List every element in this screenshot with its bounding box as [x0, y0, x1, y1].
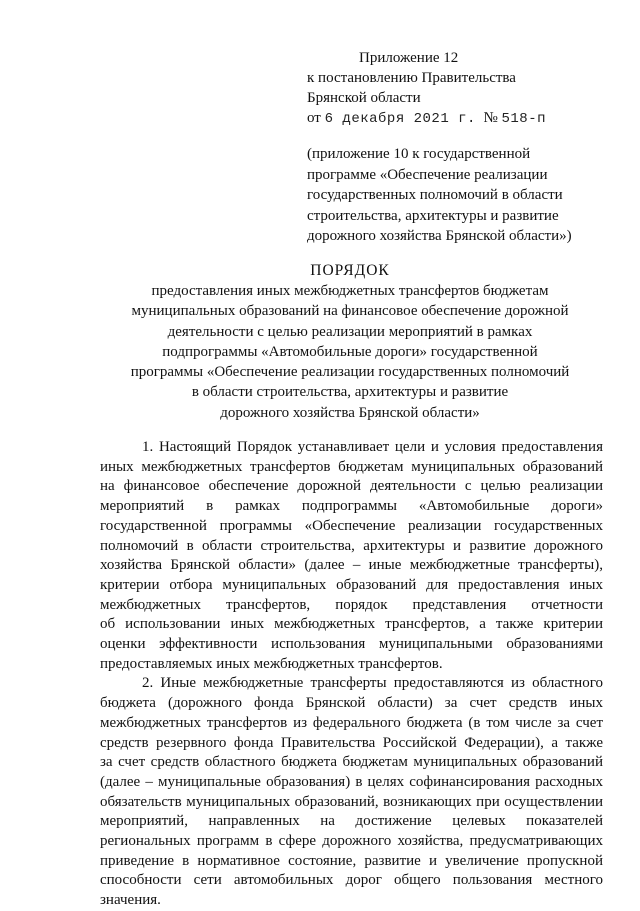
- paragraph-line: 1. Настоящий Порядок устанавливает цели и условия предоставления: [142, 439, 603, 455]
- program-reference: [307, 144, 607, 247]
- subtitle-line: в области строительства, архитектуры и развитие: [191, 384, 509, 401]
- document-title: ПОРЯДОК: [310, 262, 390, 279]
- paragraph-line: межбюджетных трансфертов, порядок представления отчетности: [100, 596, 603, 613]
- paragraph-line: межбюджетных трансфертов из федерального бюджета (в том числе за счет: [100, 714, 603, 731]
- paragraph-line: средств резервного фонда Правительства Российской Федерации), а также: [100, 734, 603, 751]
- subtitle-line: подпрограммы «Автомобильные дороги» государственной: [162, 343, 538, 360]
- paragraph-line: на финансовое обеспечение дорожной деятельности с целью реализации: [100, 478, 603, 495]
- paragraph-line: предоставляемых иных межбюджетных трансфертов.: [100, 655, 443, 672]
- program-ref-line: дорожного хозяйства Брянской области»): [307, 228, 572, 244]
- subtitle-line: предоставления иных межбюджетных трансфертов бюджетам: [151, 283, 549, 299]
- paragraph-line: полномочий в области строительства, архитектуры и развитие дорожного: [100, 537, 603, 554]
- paragraph-line: 2. Иные межбюджетные трансферты предоставляются из областного: [142, 675, 603, 692]
- program-ref-line: строительства, архитектуры и развитие: [307, 207, 559, 224]
- appendix-date-line: [307, 108, 607, 129]
- document-body: [100, 438, 603, 911]
- paragraph-line: за счет средств областного бюджета бюджетам муниципальных образований: [100, 754, 603, 771]
- paragraph-line: приведение в нормативное состояние, развитие и увеличение пропускной: [100, 852, 603, 869]
- paragraph-2: [100, 674, 603, 910]
- paragraph-line: значения.: [100, 892, 161, 909]
- date-prefix: от: [307, 110, 321, 126]
- paragraph-line: оценки эффективности использования муниципальными образованиями: [100, 636, 603, 653]
- paragraph-line: мероприятий, направленных на достижение целевых показателей: [100, 813, 603, 830]
- document-subtitle: [60, 281, 640, 423]
- subtitle-line: дорожного хозяйства Брянской области»: [220, 404, 480, 421]
- subtitle-line: программы «Обеспечение реализации государственных полномочий: [130, 364, 570, 381]
- paragraph-line: способности сети автомобильных дорог общего пользования местного: [100, 872, 603, 889]
- paragraph-line: обязательств муниципальных образований, возникающих при осуществлении: [100, 793, 603, 810]
- paragraph-line: хозяйства Брянской области» (далее – иные межбюджетные трансферты),: [100, 557, 603, 574]
- appendix-header: [307, 48, 607, 129]
- program-ref-line: программе «Обеспечение реализации: [307, 166, 548, 183]
- paragraph-line: государственной программы «Обеспечение реализации государственных: [100, 517, 603, 534]
- appendix-region: Брянской области: [307, 90, 421, 106]
- subtitle-line: муниципальных образований на финансовое обеспечение дорожной: [131, 303, 569, 320]
- paragraph-1: [100, 438, 603, 674]
- paragraph-line: критерии отбора муниципальных образований для предоставления иных: [100, 576, 603, 593]
- resolution-number: 518-п: [501, 111, 547, 127]
- subtitle-line: деятельности с целью реализации мероприятий в рамках: [167, 323, 533, 340]
- paragraph-line: (далее – муниципальные образования) в целях софинансирования расходных: [100, 773, 603, 790]
- number-prefix: №: [483, 110, 498, 126]
- program-ref-line: (приложение 10 к государственной: [307, 146, 531, 162]
- resolution-date: 6 декабря 2021 г.: [324, 111, 476, 127]
- appendix-title: Приложение 12: [359, 50, 459, 66]
- appendix-resolution: к постановлению Правительства: [307, 70, 516, 86]
- paragraph-line: региональных программ в сфере дорожного хозяйства, предусматривающих: [100, 833, 603, 850]
- paragraph-line: иных межбюджетных трансфертов бюджетам муниципальных образований: [100, 458, 603, 475]
- program-ref-line: государственных полномочий в области: [307, 187, 563, 203]
- paragraph-line: бюджета (дорожного фонда Брянской области) за счет средств иных: [100, 695, 603, 712]
- paragraph-line: об использовании иных межбюджетных трансфертов, а также критерии: [100, 616, 603, 633]
- paragraph-line: мероприятий в рамках подпрограммы «Автомобильные дороги»: [100, 498, 603, 515]
